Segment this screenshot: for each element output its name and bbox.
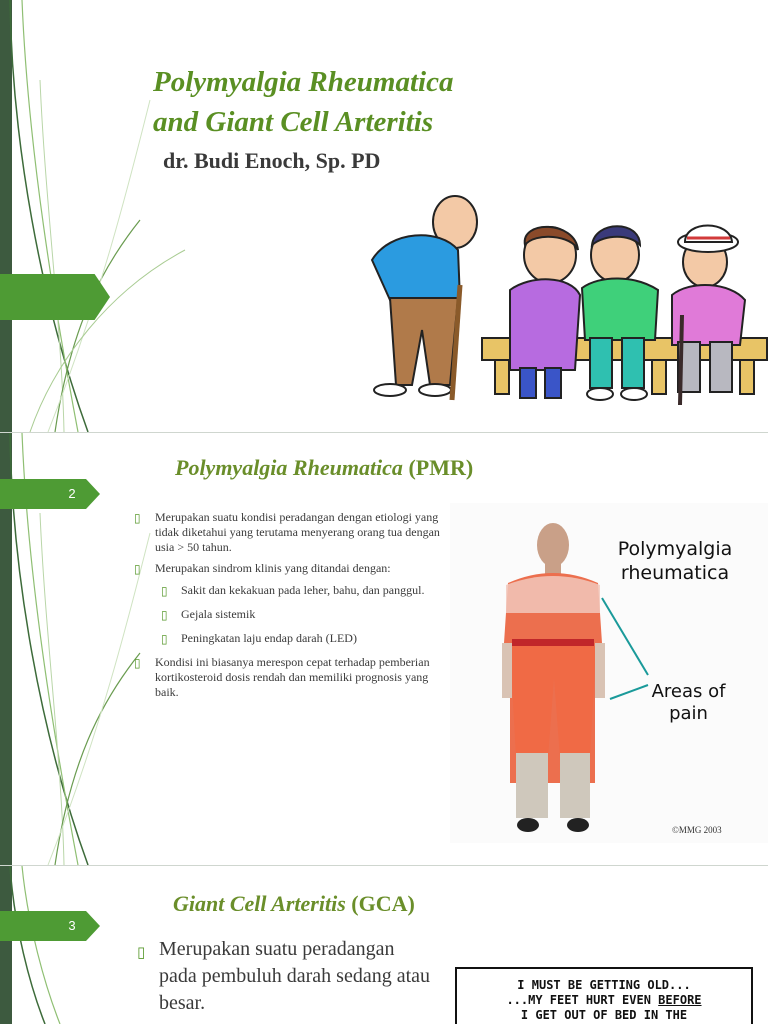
bullet-icon: ▯ (134, 562, 141, 576)
sub-list-item: ▯ Sakit dan kekakuan pada leher, bahu, dan panggul. (161, 583, 425, 598)
slide-2 (0, 433, 768, 865)
list-item: ▯ Kondisi ini biasanya merespon cepat terhadap pemberian kortikosteroid dosis rendah dan memiliki prognosis yang baik. (134, 655, 430, 699)
bullet-icon: ▯ (161, 632, 168, 646)
slide-title-italic: Polymyalgia Rheumatica (175, 455, 403, 480)
sub-list-item: ▯ Gejala sistemik (161, 607, 256, 622)
slide-title-suffix: (GCA) (345, 891, 415, 916)
cartoon-panel: I MUST BE GETTING OLD... ...MY FEET HURT EVEN BEFORE I GET OUT OF BED IN THE (455, 967, 753, 1024)
bullet-icon: ▯ (134, 656, 141, 670)
author-name: dr. Budi Enoch, Sp. PD (163, 148, 381, 173)
list-item: ▯ Merupakan suatu peradangan pada pembuluh darah sedang atau besar. (137, 938, 431, 1014)
bullet-list (134, 510, 449, 700)
slide-title (173, 891, 415, 917)
slide-title-italic: Giant Cell Arteritis (173, 891, 346, 916)
sub-list-item: ▯ Peningkatan laju endap darah (LED) (161, 631, 357, 646)
figure-label: Polymyalgia rheumatica (617, 538, 733, 584)
slide-title-suffix: (PMR) (402, 455, 474, 480)
presentation-title (153, 62, 453, 142)
elderly-people-illustration (360, 190, 768, 415)
figure-credit: ©MMG 2003 (672, 825, 722, 835)
bullet-icon: ▯ (137, 943, 146, 961)
slide-number: 3 (68, 918, 76, 933)
bullet-icon: ▯ (161, 584, 168, 598)
list-item: ▯ Merupakan suatu kondisi peradangan dengan etiologi yang tidak diketahui yang terutama menyerang orang tua dengan usia > 50 tahun. (134, 510, 440, 554)
slide-number-tab (0, 274, 110, 320)
bullet-list (137, 936, 437, 1017)
pmr-figure (450, 503, 768, 843)
list-item: ▯ Merupakan sindrom klinis yang ditandai dengan: (134, 561, 391, 576)
slide-title (175, 455, 473, 481)
bullet-icon: ▯ (161, 608, 168, 622)
bullet-icon: ▯ (134, 511, 141, 525)
slide-1 (0, 0, 768, 432)
slide-number: 2 (68, 486, 76, 501)
title-line-2: and Giant Cell Arteritis (153, 106, 434, 138)
slide-3 (0, 866, 768, 1024)
title-line-1: Polymyalgia Rheumatica (153, 66, 454, 98)
areas-of-pain-label: Areas of pain (651, 681, 726, 724)
